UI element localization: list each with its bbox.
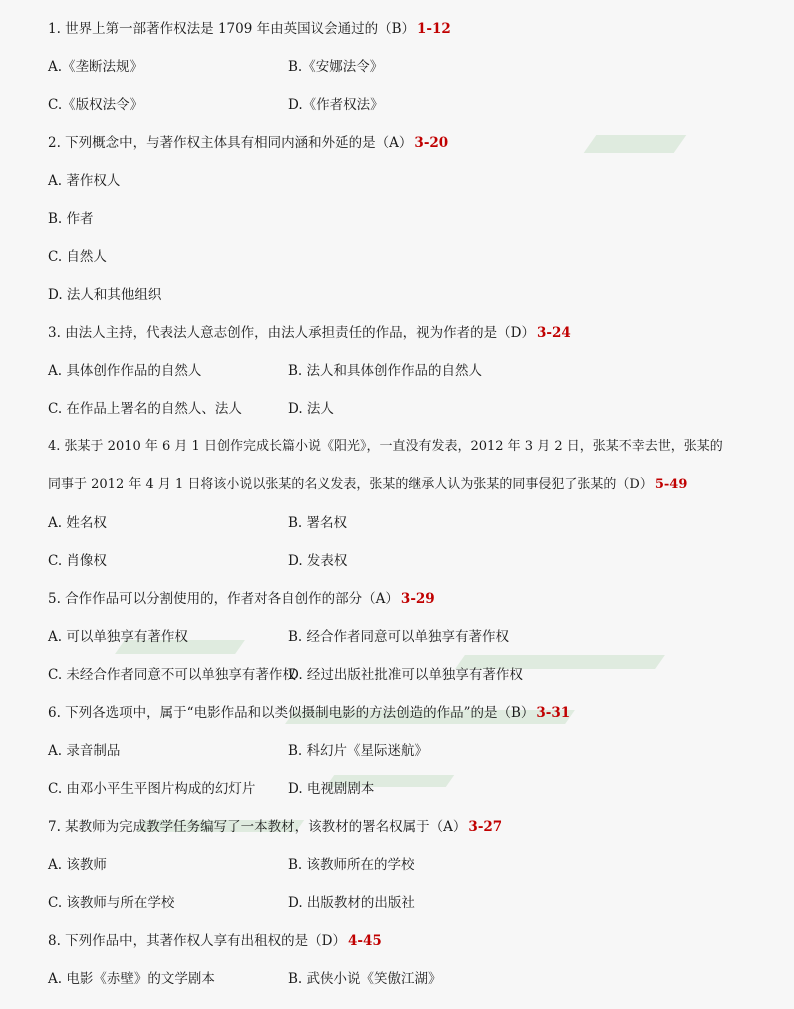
options-row	[48, 622, 788, 660]
options-row	[48, 774, 788, 812]
option-d: D. 经过出版社批准可以单独享有著作权	[288, 667, 523, 683]
options-row	[48, 888, 788, 926]
option-a: A. 具体创作作品的自然人	[48, 363, 202, 379]
question-7: 7. 某教师为完成教学任务编写了一本教材，该教材的署名权属于（A） 3-27	[48, 819, 503, 835]
page-reference: 3-20	[414, 135, 449, 151]
option-a: A. 姓名权	[48, 515, 107, 531]
option-d: D. 发表权	[288, 553, 348, 569]
options-row	[48, 850, 788, 888]
page-reference: 1-12	[417, 21, 451, 37]
question-5: 5. 合作作品可以分割使用的，作者对各自创作的部分（A） 3-29	[48, 591, 435, 607]
options-row	[48, 52, 788, 90]
page-reference: 3-24	[537, 325, 571, 341]
option-b: B. 该教师所在的学校	[288, 857, 415, 873]
exam-document	[48, 14, 788, 1002]
question-4-line-2: 同事于 2012 年 4 月 1 日将该小说以张某的名义发表，张某的继承人认为张某的同事侵犯了张某的（D） 5-49	[48, 477, 688, 492]
option-c: C. 未经合作者同意不可以单独享有著作权	[48, 667, 296, 683]
question-2: 2. 下列概念中，与著作权主体具有相同内涵和外延的是（A） 3-20	[48, 135, 449, 151]
option-b: B. 法人和具体创作作品的自然人	[288, 363, 483, 379]
option-d: D. 电视剧剧本	[288, 781, 375, 797]
option-a: A. 可以单独享有著作权	[48, 629, 188, 645]
page-reference: 3-29	[400, 591, 435, 607]
option-b: B. 作者	[48, 211, 94, 227]
option-c: C. 该教师与所在学校	[48, 895, 175, 911]
option-c: C. 自然人	[48, 249, 107, 265]
page-reference: 3-31	[536, 705, 571, 721]
option-c: C.《版权法令》	[48, 97, 144, 113]
page-reference: 5-49	[654, 477, 688, 492]
options-row	[48, 356, 788, 394]
option-a: A. 该教师	[48, 857, 107, 873]
option-b: B. 经合作者同意可以单独享有著作权	[288, 629, 510, 645]
option-a: A. 录音制品	[48, 743, 121, 759]
options-row	[48, 394, 788, 432]
question-8: 8. 下列作品中，其著作权人享有出租权的是（D） 4-45	[48, 933, 382, 949]
question-3: 3. 由法人主持，代表法人意志创作，由法人承担责任的作品，视为作者的是（D） 3-24	[48, 325, 571, 341]
option-c: C. 由邓小平生平图片构成的幻灯片	[48, 781, 256, 797]
question-6: 6. 下列各选项中，属于“电影作品和以类似摄制电影的方法创造的作品”的是（B） 3-31	[48, 705, 571, 721]
options-row	[48, 90, 788, 128]
page-reference: 3-27	[468, 819, 503, 835]
page-reference: 4-45	[348, 933, 382, 949]
question-4-line-1: 4. 张某于 2010 年 6 月 1 日创作完成长篇小说《阳光》，一直没有发表，2012 年 3 月 2 日，张某不幸去世，张某的	[48, 439, 723, 454]
options-row	[48, 546, 788, 584]
option-b: B. 署名权	[288, 515, 348, 531]
option-a: A. 著作权人	[48, 173, 121, 189]
option-b: B. 科幻片《星际迷航》	[288, 743, 429, 759]
option-b: B.《安娜法令》	[288, 59, 384, 75]
options-row	[48, 736, 788, 774]
option-d: D. 法人和其他组织	[48, 287, 162, 303]
option-c: C. 肖像权	[48, 553, 107, 569]
question-1: 1. 世界上第一部著作权法是 1709 年由英国议会通过的（B） 1-12	[48, 21, 451, 37]
options-row	[48, 508, 788, 546]
option-c: C. 在作品上署名的自然人、法人	[48, 401, 242, 417]
options-row	[48, 964, 788, 1002]
option-a: A. 电影《赤壁》的文学剧本	[48, 971, 215, 987]
option-d: D.《作者权法》	[288, 97, 384, 113]
options-row	[48, 660, 788, 698]
option-a: A.《垄断法规》	[48, 59, 144, 75]
option-d: D. 法人	[288, 401, 334, 417]
option-b: B. 武侠小说《笑傲江湖》	[288, 971, 442, 987]
option-d: D. 出版教材的出版社	[288, 895, 415, 911]
